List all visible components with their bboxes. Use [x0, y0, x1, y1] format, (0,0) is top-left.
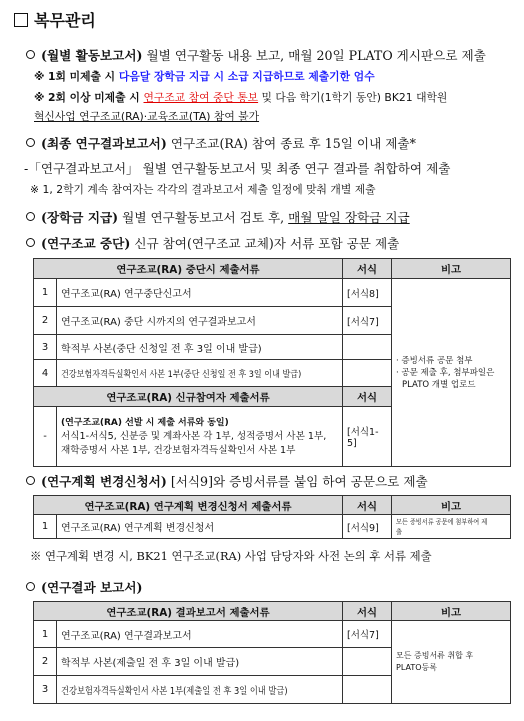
- table-row: 2 연구조교(RA) 중단 시까지의 연구결과보고서 [서식7]: [34, 307, 511, 335]
- table-header: 비고: [392, 496, 511, 515]
- circle-bullet-icon: [26, 50, 35, 59]
- final-report-note: ※ 1, 2학기 계속 참여자는 각각의 결과보고서 제출 일정에 맞춰 개별 제출: [30, 183, 376, 196]
- table-header: 연구조교(RA) 연구계획 변경신청서 제출서류: [34, 496, 343, 515]
- ra-stop-table: [33, 258, 511, 467]
- table-row: - (연구조교(RA) 선발 시 제출 서류와 동일) 서식1-서식5, 신분증 및 계좌사본 각 1부, 성적증명서 사본 1부, 재학증명서 사본 1부, 건강보험자격득실확인서 사본 1부 [서식1-5]: [34, 407, 511, 467]
- final-report-line: (최종 연구결과보고서) 연구조교(RA) 참여 종료 후 15일 이내 제출*: [26, 133, 416, 152]
- section-title: 복무관리: [14, 8, 96, 31]
- table-subheader: 연구조교(RA) 신규참여자 제출서류: [34, 387, 343, 407]
- table-header: 비고: [392, 602, 511, 621]
- table-header: 연구조교(RA) 결과보고서 제출서류: [34, 602, 343, 621]
- table-row: 1 연구조교(RA) 연구중단신고서 [서식8] · 증빙서류 공문 첨부 · 공문 제출 후, 첨부파일은 PLATO 개별 업로드: [34, 279, 511, 307]
- table-row: 3 건강보험자격득실확인서 사본 1부(제출일 전 후 3일 이내 발급): [34, 676, 511, 704]
- remarks-cell: 모든 증빙서류 취합 후 PLATO등록: [392, 621, 511, 704]
- final-report-detail: -「연구결과보고서」 월별 연구활동보고서 및 최종 연구 결과를 취합하여 제출: [24, 161, 451, 176]
- plan-change-note: ※ 연구계획 변경 시, BK21 연구조교(RA) 사업 담당자와 사전 논의 후 서류 제출: [30, 549, 432, 563]
- result-report-table: [33, 601, 511, 704]
- circle-bullet-icon: [26, 238, 35, 247]
- table-header: 서식: [343, 259, 392, 279]
- table-row: 1 연구조교(RA) 연구결과보고서 [서식7] 모든 증빙서류 취합 후 PLATO등록: [34, 621, 511, 648]
- notice-2: ※ 2회 이상 미제출 시 연구조교 참여 중단 통보 및 다음 학기(1학기 동안) BK21 대학원: [34, 91, 448, 104]
- result-report-line: (연구결과 보고서): [26, 577, 142, 596]
- table-row: 4 건강보험자격득실확인서 사본 1부(중단 신청일 전 후 3일 이내 발급): [34, 360, 511, 387]
- monthly-report-line: (월별 활동보고서) 월별 연구활동 내용 보고, 매월 20일 PLATO 게시판으로 제출: [26, 45, 486, 64]
- notice-1: ※ 1회 미제출 시 다음달 장학금 지급 시 소급 지급하므로 제출기한 엄수: [34, 70, 375, 83]
- table-header: 연구조교(RA) 중단시 제출서류: [34, 259, 343, 279]
- table-row: 2 학적부 사본(제출일 전 후 3일 이내 발급): [34, 648, 511, 676]
- scholarship-line: (장학금 지급) 월별 연구활동보고서 검토 후, 매월 말일 장학금 지급: [26, 207, 410, 226]
- plan-change-table: [33, 495, 511, 539]
- checkbox-square-icon: [14, 13, 28, 27]
- circle-bullet-icon: [26, 476, 35, 485]
- ra-stop-line: (연구조교 중단) 신규 참여(연구조교 교체)자 서류 포함 공문 제출: [26, 233, 399, 252]
- table-row: 1 연구조교(RA) 연구계획 변경신청서 [서식9] 모든 증빙서류 공문에 첨부하여 제출: [34, 515, 511, 539]
- notice-2-continued: 혁신사업 연구조교(RA)·교육조교(TA) 참여 불가: [34, 110, 260, 123]
- table-subheader: 서식: [343, 387, 392, 407]
- table-header: 서식: [343, 496, 392, 515]
- remarks-cell: · 증빙서류 공문 첨부 · 공문 제출 후, 첨부파일은 PLATO 개별 업로드: [392, 279, 511, 467]
- table-header: 비고: [392, 259, 511, 279]
- plan-change-line: (연구계획 변경신청서) [서식9]와 증빙서류를 붙임 하여 공문으로 제출: [26, 471, 428, 490]
- circle-bullet-icon: [26, 138, 35, 147]
- table-row: 3 학적부 사본(중단 신청일 전 후 3일 이내 발급): [34, 335, 511, 360]
- table-header: 서식: [343, 602, 392, 621]
- circle-bullet-icon: [26, 212, 35, 221]
- circle-bullet-icon: [26, 582, 35, 591]
